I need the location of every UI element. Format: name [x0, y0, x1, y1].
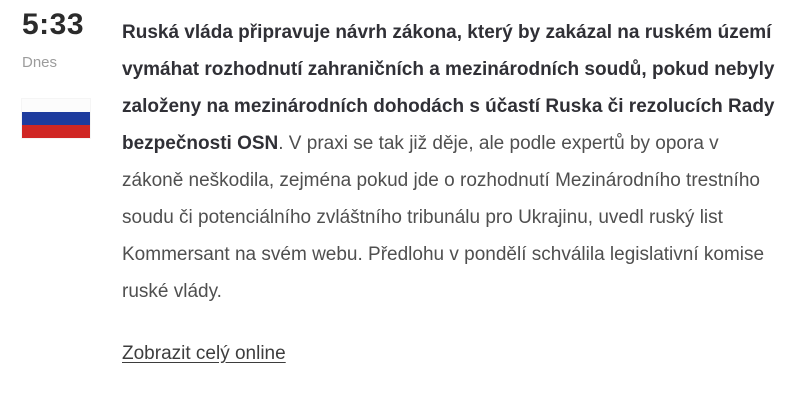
- entry-date-label: Dnes: [22, 54, 58, 71]
- entry-text-bold: Ruská vláda připravuje návrh zákona, který by zakázal na ruském území vymáhat rozhodnutí zahraničních a mezinárodních soudů, pokud nebyly založeny na mezinárodních dohodách s účastí Ruska či rezolucích Rady bezpečnosti OSN: [122, 22, 775, 154]
- flag-stripe-white: [22, 99, 90, 112]
- entry-content: [122, 10, 782, 365]
- russia-flag-icon: [22, 99, 90, 138]
- show-full-online-link[interactable]: Zobrazit celý online: [122, 343, 286, 364]
- entry-text-regular: . V praxi se tak již děje, ale podle expertů by opora v zákoně neškodila, zejména pokud jde o rozhodnutí Mezinárodního trestního soudu či potenciálního zvláštního tribunálu pro Ukrajinu, uvedl ruský list Kommersant na svém webu. Předlohu v pondělí schválila legislativní komise ruské vlády.: [122, 133, 765, 302]
- entry-meta: [22, 10, 122, 138]
- entry-time: 5:33: [22, 8, 85, 41]
- flag-stripe-blue: [22, 112, 90, 125]
- entry-text: [122, 10, 782, 310]
- flag-stripe-red: [22, 125, 90, 138]
